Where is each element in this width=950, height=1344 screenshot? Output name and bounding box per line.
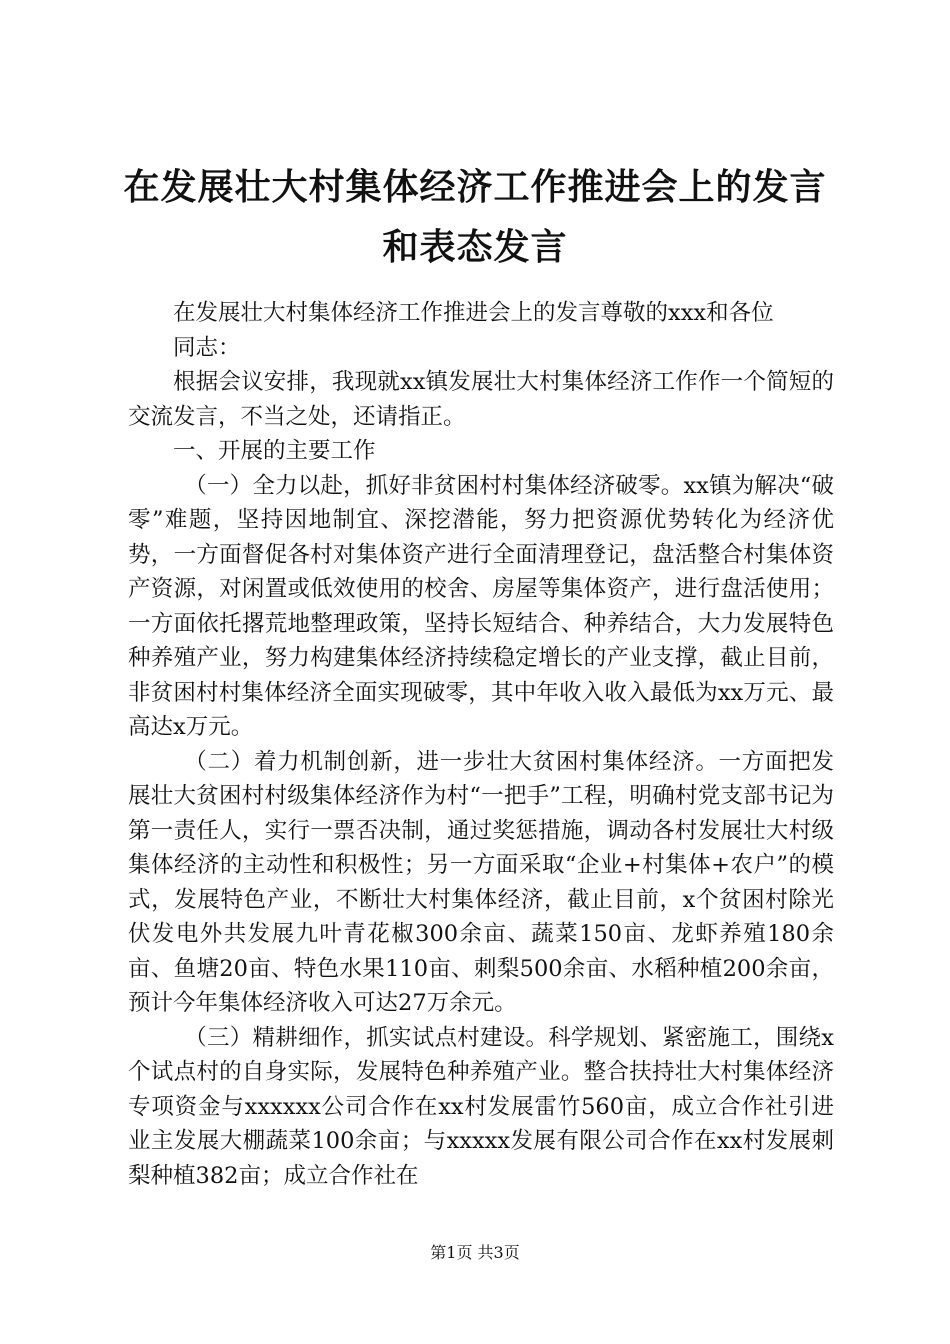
opening-line: 在发展壮大村集体经济工作推进会上的发言尊敬的xxx和各位 [173,300,774,326]
page-footer: 第1页 共3页 [430,1243,520,1262]
paragraph-item-3: （三）精耕细作，抓实试点村建设。科学规划、紧密施工，围绕x个试点村的自身实际，发展特色种养殖产业。整合扶持壮大村集体经济专项资金与xxxxxx公司合作在xx村发展雷竹560亩，成立合作社引进业主发展大棚蔬菜100余亩；与xxxxx发展有限公司合作在xx村发展刺梨种植382亩；成立合作社在 [128,1024,834,1189]
section-heading: 一、开展的主要工作 [173,438,376,464]
paragraph-item-1: （一）全力以赴，抓好非贫困村村集体经济破零。xx镇为解决“破零”难题，坚持因地制宜、深挖潜能，努力把资源优势转化为经济优势，一方面督促各村对集体资产进行全面清理登记，盘活整合村集体资产资源，对闲置或低效使用的校舍、房屋等集体资产，进行盘活使用；一方面依托撂荒地整理政策，坚持长短结合、种养结合，大力发展特色种养殖产业，努力构建集体经济持续稳定增长的产业支撑，截止目前，非贫困村村集体经济全面实现破零，其中年收入收入最低为xx万元、最高达x万元。 [128,472,834,740]
intro-paragraph: 根据会议安排，我现就xx镇发展壮大村集体经济工作作一个简短的交流发言，不当之处，还请指正。 [128,369,834,430]
paragraph-item-2: （二）着力机制创新，进一步壮大贫困村集体经济。一方面把发展壮大贫困村村级集体经济作为村“一把手”工程，明确村党支部书记为第一责任人，实行一票否决制，通过奖惩措施，调动各村发展壮大村级集体经济的主动性和积极性；另一方面采取“企业+村集体+农户”的模式，发展特色产业，不断壮大村集体经济，截止目前，x个贫困村除光伏发电外共发展九叶青花椒300余亩、蔬菜150亩、龙虾养殖180余亩、鱼塘20亩、特色水果110亩、刺梨500余亩、水稻种植200余亩，预计今年集体经济收入可达27万余元。 [128,748,834,1016]
salutation: 同志： [173,334,241,361]
document-title: 在发展壮大村集体经济工作推进会上的发言和表态发言 [123,167,827,268]
document-body [128,296,834,1193]
